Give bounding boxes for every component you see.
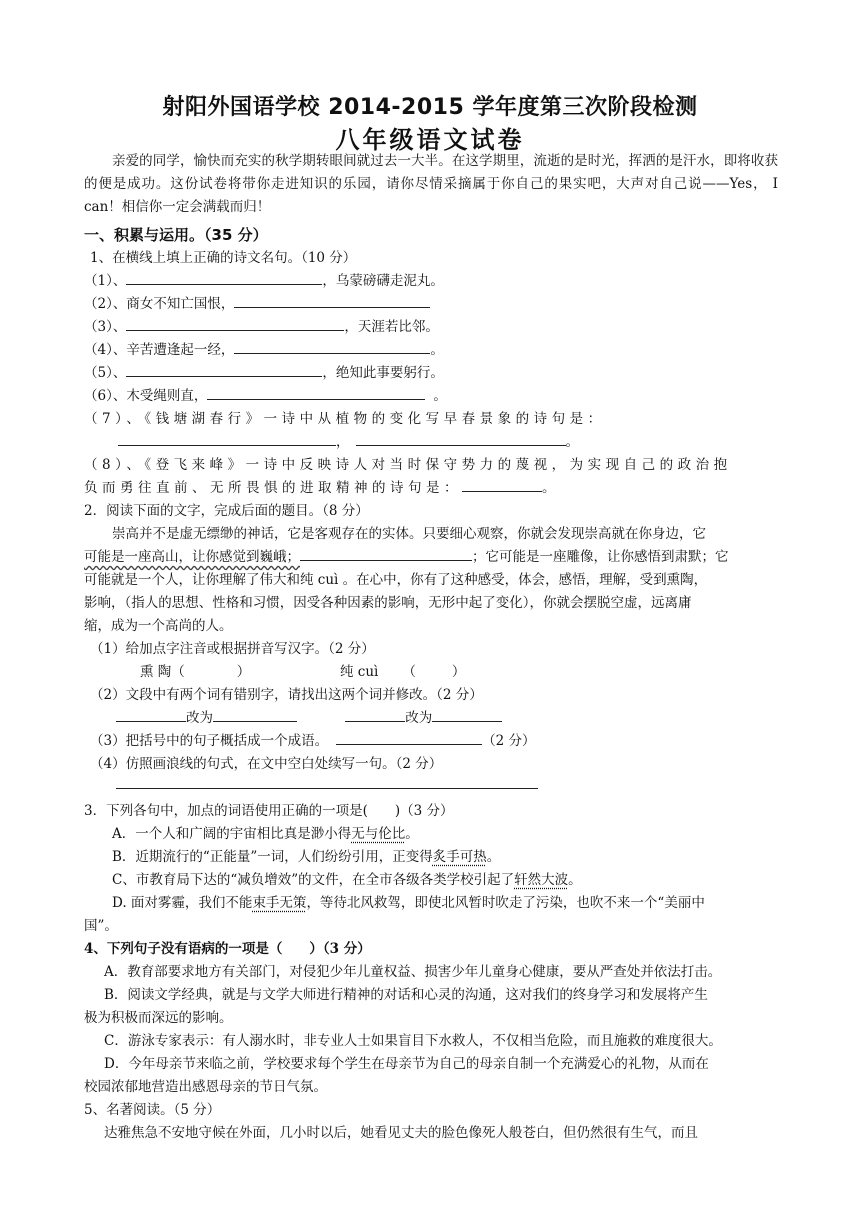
answer-blank[interactable] bbox=[126, 316, 344, 331]
q4-option-d: D．今年母亲节来临之前，学校要求每个学生在母亲节为自己的母亲自制一个充满爱心的礼物，从而在 bbox=[104, 1056, 709, 1072]
q2-sub4: （4）仿照画浪线的句式，在文中空白处续写一句。（2 分） bbox=[90, 756, 443, 772]
q5-passage-line1: 达雅焦急不安地守候在外面，几小时以后，她看见丈夫的脸色像死人般苍白，但仍然很有生气，而且 bbox=[104, 1125, 698, 1141]
answer-blank[interactable] bbox=[300, 546, 472, 561]
q1-item-7: （7）、《钱塘湖春行》一诗中从植物的变化写早春景象的诗句是： bbox=[84, 411, 606, 427]
q3-option-d: D. 面对雾霾，我们不能束手无策，等待北风救驾，即使北风暂时吹走了污染，也吹不来一个“美丽中 bbox=[112, 895, 705, 911]
q1-item-2: （2）、商女不知亡国恨， bbox=[84, 292, 430, 312]
q2-passage-line1: 崇高并不是虚无缥缈的神话，它是客观存在的实体。只要细心观察，你就会发现崇高就在你身边，它 bbox=[112, 526, 706, 542]
q2-stem: 2．阅读下面的文字，完成后面的题目。（8 分） bbox=[84, 503, 369, 519]
answer-blank[interactable] bbox=[432, 707, 502, 722]
q4-option-a: A．教育部要求地方有关部门，对侵犯少年儿童权益、损害少年儿童身心健康，要从严查处并依法打击。 bbox=[104, 964, 722, 980]
q1-item-5: （5）、 ，绝知此事要躬行。 bbox=[84, 361, 444, 381]
intro-paragraph: 亲爱的同学，愉快而充实的秋学期转眼间就过去一大半。在这学期里，流逝的是时光，挥洒的是汗水，即将收获的便是成功。这份试卷将带你走进知识的乐园，请你尽情采摘属于你自己的果实吧，大声对自己说——Yes， I can！相信你一定会满载而归！ bbox=[84, 153, 778, 215]
exam-title: 射阳外国语学校 2014-2015 学年度第三次阶段检测 bbox=[162, 95, 698, 120]
q2-passage-line4: 影响，（指人的思想、性格和习惯，因受各种因素的影响，无形中起了变化），你就会摆脱空虚，远离庸 bbox=[84, 595, 692, 611]
q3-option-c: C、市教育局下达的“减负增效”的文件，在全市各级各类学校引起了轩然大波。 bbox=[112, 872, 582, 888]
answer-blank[interactable] bbox=[116, 707, 186, 722]
section-1-heading: 一、积累与运用。（35 分） bbox=[84, 226, 268, 244]
q2-sub1-a: 熏 陶（ ） bbox=[140, 664, 251, 680]
q5-stem: 5、名著阅读。（5 分） bbox=[84, 1102, 221, 1118]
q4-option-b-line2: 极为积极而深远的影响。 bbox=[84, 1010, 233, 1026]
answer-blank[interactable] bbox=[234, 293, 430, 308]
q3-option-d-line2: 国”。 bbox=[84, 918, 118, 934]
q2-passage-line2: 可能是一座高山，让你感觉到巍峨； ；它可能是一座雕像，让你感悟到肃默；它 bbox=[84, 545, 729, 565]
answer-line[interactable] bbox=[116, 788, 538, 789]
q1-item-8-line1: （8）、《登飞来峰》一诗中反映诗人对当时保守势力的蔑视，为实现自己的政治抱 bbox=[84, 457, 732, 473]
q2-passage-line3: 可能就是一个人，让你理解了伟大和纯 cuì 。在心中，你有了这种感受，体会，感悟，理解，受到熏陶， bbox=[84, 572, 708, 588]
answer-blank[interactable] bbox=[207, 385, 425, 400]
q3-option-b: B．近期流行的“正能量”一词，人们纷纷引用，正变得炙手可热。 bbox=[112, 849, 501, 865]
answer-blank[interactable] bbox=[126, 362, 322, 377]
answer-blank[interactable] bbox=[213, 707, 297, 722]
q2-sub1: （1）给加点字注音或根据拼音写汉字。（2 分） bbox=[90, 641, 375, 657]
q3-option-a: A．一个人和广阔的宇宙相比真是渺小得无与伦比。 bbox=[112, 826, 419, 842]
q1-item-4: （4）、辛苦遭逢起一经， 。 bbox=[84, 338, 444, 358]
answer-blank[interactable] bbox=[345, 707, 405, 722]
q2-sub1-b: 纯 cuì （ ） bbox=[340, 664, 466, 680]
q1-item-8-line2: 负而勇往直前、无所畏惧的进取精神的诗句是： 。 bbox=[84, 476, 556, 496]
q2-sub2-answers: 改为 改为 bbox=[116, 706, 502, 726]
q1-stem: 1、在横线上填上正确的诗文名句。（10 分） bbox=[90, 250, 357, 266]
exam-subtitle: 八年级语文试卷 bbox=[335, 126, 525, 154]
q4-option-c: C．游泳专家表示：有人溺水时，非专业人士如果盲目下水救人，不仅相当危险，而且施救的难度很大。 bbox=[104, 1033, 722, 1049]
answer-blank[interactable] bbox=[356, 431, 566, 446]
q3-stem: 3．下列各句中，加点的词语使用正确的一项是( )（3 分） bbox=[84, 803, 454, 819]
answer-blank[interactable] bbox=[462, 477, 542, 492]
answer-blank[interactable] bbox=[234, 339, 430, 354]
q4-stem: 4、下列句子没有语病的一项是（ ）（3 分） bbox=[84, 941, 371, 957]
q2-sub2: （2）文段中有两个词有错别字，请找出这两个词并修改。（2 分） bbox=[90, 687, 483, 703]
q1-item-3: （3）、 ，天涯若比邻。 bbox=[84, 315, 439, 335]
answer-blank[interactable] bbox=[336, 730, 482, 745]
q1-item-7-blanks: ， 。 bbox=[118, 430, 579, 450]
q2-sub3: （3）把括号中的句子概括成一个成语。 （2 分） bbox=[90, 729, 535, 749]
answer-blank[interactable] bbox=[126, 270, 322, 285]
q1-item-1: （1）、 ，乌蒙磅礴走泥丸。 bbox=[84, 269, 444, 289]
q4-option-b: B．阅读文学经典，就是与文学大师进行精神的对话和心灵的沟通，这对我们的终身学习和发展将产生 bbox=[104, 987, 708, 1003]
q4-option-d-line2: 校园浓郁地营造出感恩母亲的节日气氛。 bbox=[84, 1079, 327, 1095]
answer-blank[interactable] bbox=[118, 431, 336, 446]
q2-passage-line5: 缩，成为一个高尚的人。 bbox=[84, 618, 233, 634]
q1-item-6: （6）、木受绳则直， 。 bbox=[84, 384, 447, 404]
